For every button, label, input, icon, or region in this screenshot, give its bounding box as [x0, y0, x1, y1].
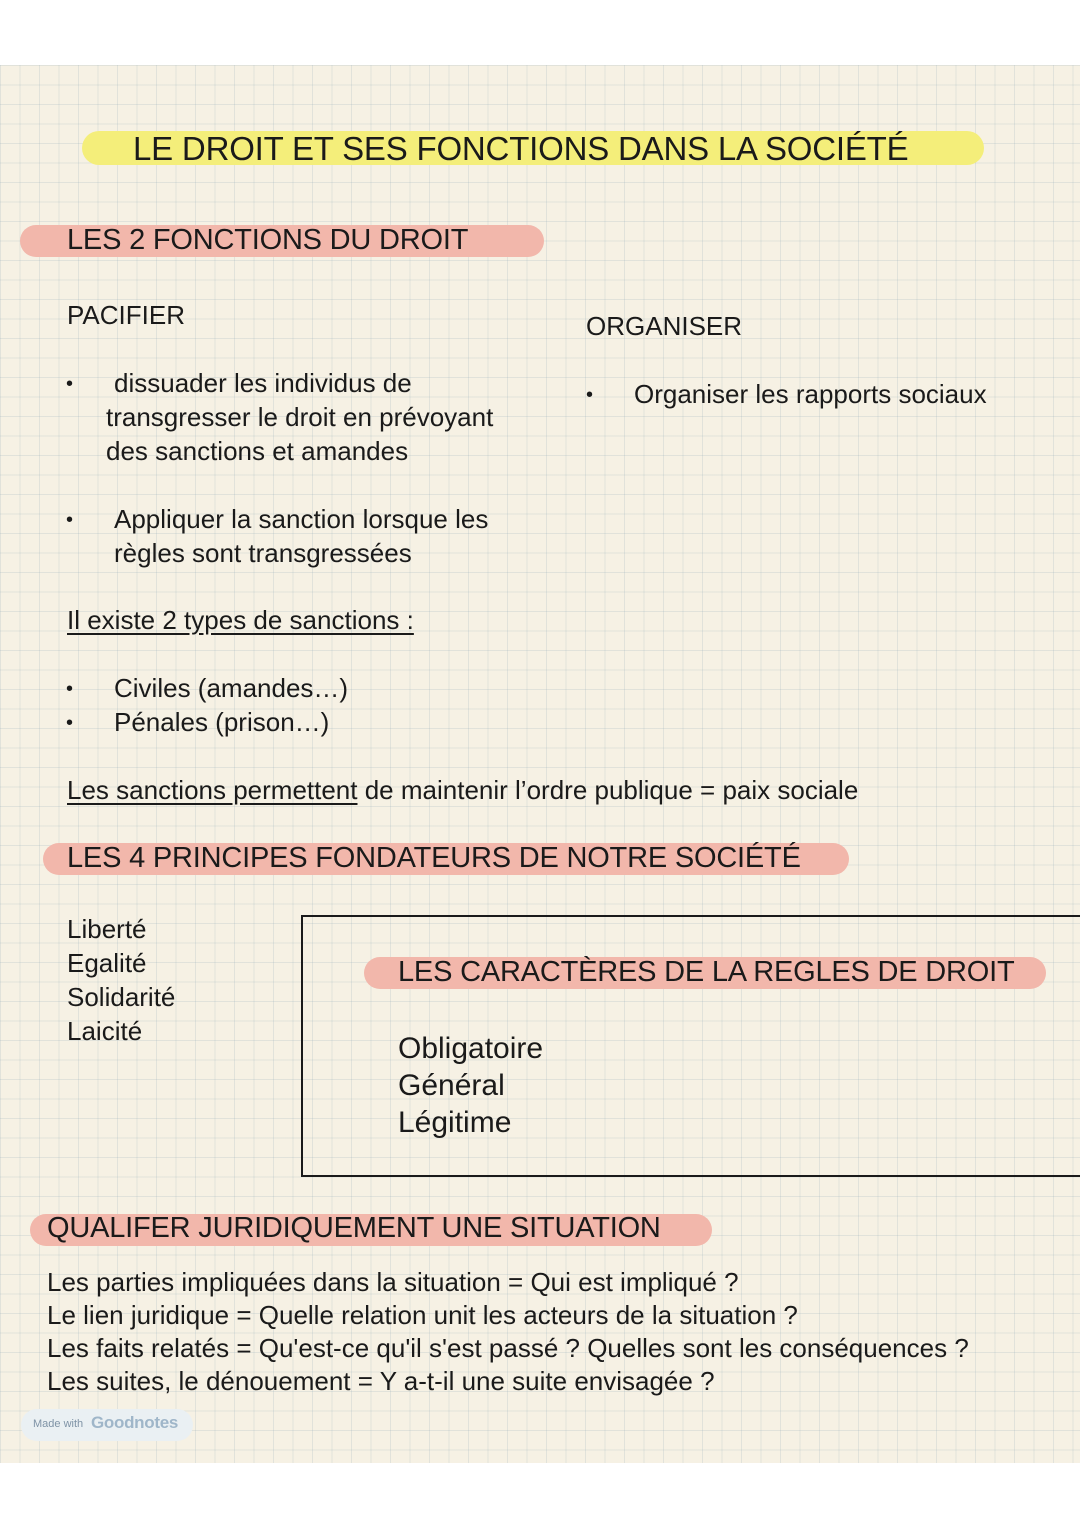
- organiser-bullet1: Organiser les rapports sociaux: [634, 379, 987, 409]
- pacifier-bullet1-line2: transgresser le droit en prévoyant: [106, 402, 494, 432]
- section-heading-principes: LES 4 PRINCIPES FONDATEURS DE NOTRE SOCIÉTÉ: [67, 842, 801, 874]
- sanctions-conclusion-rest: de maintenir l’ordre publique = paix sociale: [357, 775, 859, 805]
- qualifier-line: Les faits relatés = Qu'est-ce qu'il s'est passé ? Quelles sont les conséquences ?: [47, 1333, 969, 1363]
- principle-item: Laicité: [67, 1016, 143, 1046]
- sanctions-conclusion: [67, 773, 858, 807]
- bullet-dot: •: [66, 712, 74, 734]
- qualifier-line: Le lien juridique = Quelle relation unit les acteurs de la situation ?: [47, 1300, 798, 1330]
- bullet-dot: •: [66, 373, 74, 395]
- note-page: [0, 65, 1080, 1463]
- caractere-item: Général: [398, 1069, 505, 1102]
- pacifier-label: PACIFIER: [67, 300, 185, 330]
- sanctions-conclusion-underlined: Les sanctions permettent: [67, 775, 358, 805]
- bullet-dot: •: [66, 509, 74, 531]
- sanction-penales: Pénales (prison…): [114, 707, 330, 737]
- sanction-civiles: Civiles (amandes…): [114, 673, 349, 703]
- pacifier-bullet2-line1: Appliquer la sanction lorsque les: [114, 504, 489, 534]
- principle-item: Egalité: [67, 948, 147, 978]
- section-heading-qualifier: QUALIFER JURIDIQUEMENT UNE SITUATION: [47, 1212, 661, 1244]
- pacifier-bullet2-line2: règles sont transgressées: [114, 538, 412, 568]
- qualifier-line: Les suites, le dénouement = Y a-t-il une suite envisagée ?: [47, 1366, 715, 1396]
- caractere-item: Obligatoire: [398, 1032, 544, 1065]
- qualifier-line: Les parties impliquées dans la situation = Qui est impliqué ?: [47, 1267, 739, 1297]
- page-title: LE DROIT ET SES FONCTIONS DANS LA SOCIÉTÉ: [133, 130, 909, 167]
- pacifier-bullet1-line3: des sanctions et amandes: [106, 436, 409, 466]
- goodnotes-badge[interactable]: [21, 1409, 193, 1441]
- badge-prefix: Made with: [33, 1418, 84, 1430]
- sanctions-intro: Il existe 2 types de sanctions :: [67, 605, 414, 635]
- pacifier-bullet1-line1: dissuader les individus de: [114, 368, 412, 398]
- section-heading-fonctions: LES 2 FONCTIONS DU DROIT: [67, 224, 469, 256]
- box-heading: LES CARACTÈRES DE LA REGLES DE DROIT: [398, 956, 1015, 988]
- bullet-dot: •: [586, 384, 594, 406]
- bullet-dot: •: [66, 678, 74, 700]
- caractere-item: Légitime: [398, 1106, 512, 1139]
- principle-item: Liberté: [67, 914, 147, 944]
- principle-item: Solidarité: [67, 982, 176, 1012]
- organiser-label: ORGANISER: [586, 311, 743, 341]
- goodnotes-logo: Goodnotes: [91, 1413, 179, 1432]
